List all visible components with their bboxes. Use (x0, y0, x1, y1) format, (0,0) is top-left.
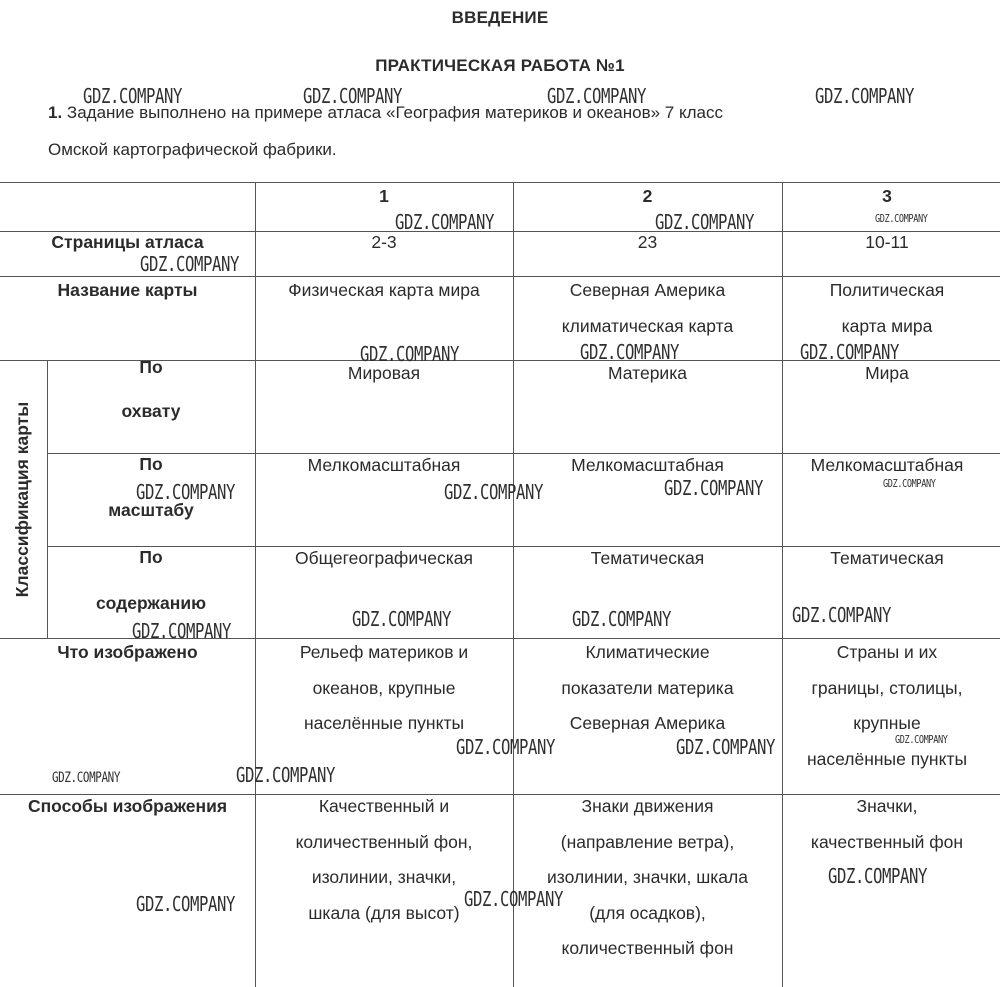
methods-1: Качественный и количественный фон, изолинии, значки, шкала (для высот) (295, 796, 473, 923)
classification-label: Классификация карты (12, 401, 33, 597)
watermark: GDZ.COMPANY (236, 763, 336, 787)
watermark: GDZ.COMPANY (875, 212, 928, 225)
watermark: GDZ.COMPANY (828, 864, 928, 888)
watermark: GDZ.COMPANY (444, 480, 544, 504)
intro-line-2: Омской картографической фабрики. (48, 140, 337, 159)
watermark: GDZ.COMPANY (895, 733, 948, 746)
practical-work-title: ПРАКТИЧЕСКАЯ РАБОТА №1 (375, 56, 625, 75)
pages-3: 10-11 (865, 232, 909, 252)
column-header-3: 3 (882, 186, 892, 206)
watermark: GDZ.COMPANY (664, 476, 764, 500)
watermark: GDZ.COMPANY (883, 477, 936, 490)
watermark: GDZ.COMPANY (547, 84, 647, 108)
row-label-name: Название карты (57, 280, 198, 300)
watermark: GDZ.COMPANY (136, 480, 236, 504)
watermark: GDZ.COMPANY (464, 887, 564, 911)
column-header-2: 2 (642, 186, 653, 206)
watermark: GDZ.COMPANY (140, 252, 240, 276)
coverage-3: Мира (865, 363, 909, 383)
watermark: GDZ.COMPANY (572, 607, 672, 631)
coverage-1: Мировая (347, 363, 421, 383)
watermark: GDZ.COMPANY (580, 340, 680, 364)
task-number: 1. (48, 103, 63, 122)
page-title: ВВЕДЕНИЕ (451, 8, 549, 27)
watermark: GDZ.COMPANY (800, 340, 900, 364)
depicted-1: Рельеф материков и океанов, крупные населённые пункты (299, 642, 469, 733)
scale-2: Мелкомасштабная (571, 455, 724, 475)
content-1: Общегеографическая (295, 548, 473, 568)
row-label-scale: По масштабу (108, 454, 194, 520)
watermark: GDZ.COMPANY (676, 735, 776, 759)
watermark: GDZ.COMPANY (655, 210, 755, 234)
scale-3: Мелкомасштабная (810, 455, 964, 475)
watermark: GDZ.COMPANY (132, 619, 232, 643)
row-label-coverage: По охвату (121, 357, 181, 421)
watermark: GDZ.COMPANY (352, 607, 452, 631)
row-label-methods: Способы изображения (27, 796, 228, 816)
watermark: GDZ.COMPANY (136, 892, 236, 916)
watermark: GDZ.COMPANY (792, 603, 892, 627)
coverage-2: Материка (608, 363, 687, 383)
content-3: Тематическая (830, 548, 944, 568)
row-label-pages: Страницы атласа (51, 232, 204, 252)
watermark: GDZ.COMPANY (360, 342, 460, 366)
pages-1: 2-3 (371, 232, 397, 252)
methods-3: Значки, качественный фон (810, 796, 964, 852)
name-2: Северная Америка климатическая карта (561, 280, 734, 336)
watermark: GDZ.COMPANY (83, 84, 183, 108)
methods-2: Знаки движения (направление ветра), изолинии, значки, шкала (для осадков), количественный фон (547, 796, 748, 958)
pages-2: 23 (637, 232, 658, 252)
watermark: GDZ.COMPANY (303, 84, 403, 108)
scale-1: Мелкомасштабная (307, 455, 461, 475)
name-3: Политическая карта мира (829, 280, 945, 336)
row-label-depicted: Что изображено (57, 642, 198, 662)
depicted-3: Страны и их границы, столицы, крупные населённые пункты (806, 642, 968, 769)
column-header-1: 1 (379, 186, 389, 206)
depicted-2: Климатические показатели материка Северная Америка (561, 642, 734, 733)
watermark: GDZ.COMPANY (52, 770, 121, 786)
watermark: GDZ.COMPANY (815, 84, 915, 108)
watermark: GDZ.COMPANY (395, 210, 495, 234)
content-2: Тематическая (590, 548, 705, 568)
intro-text-1: Задание выполнено на примере атласа «География материков и океанов» 7 класс (66, 103, 723, 122)
name-1: Физическая карта мира (288, 280, 480, 300)
watermark: GDZ.COMPANY (456, 735, 556, 759)
row-label-content: По содержанию (95, 547, 207, 613)
